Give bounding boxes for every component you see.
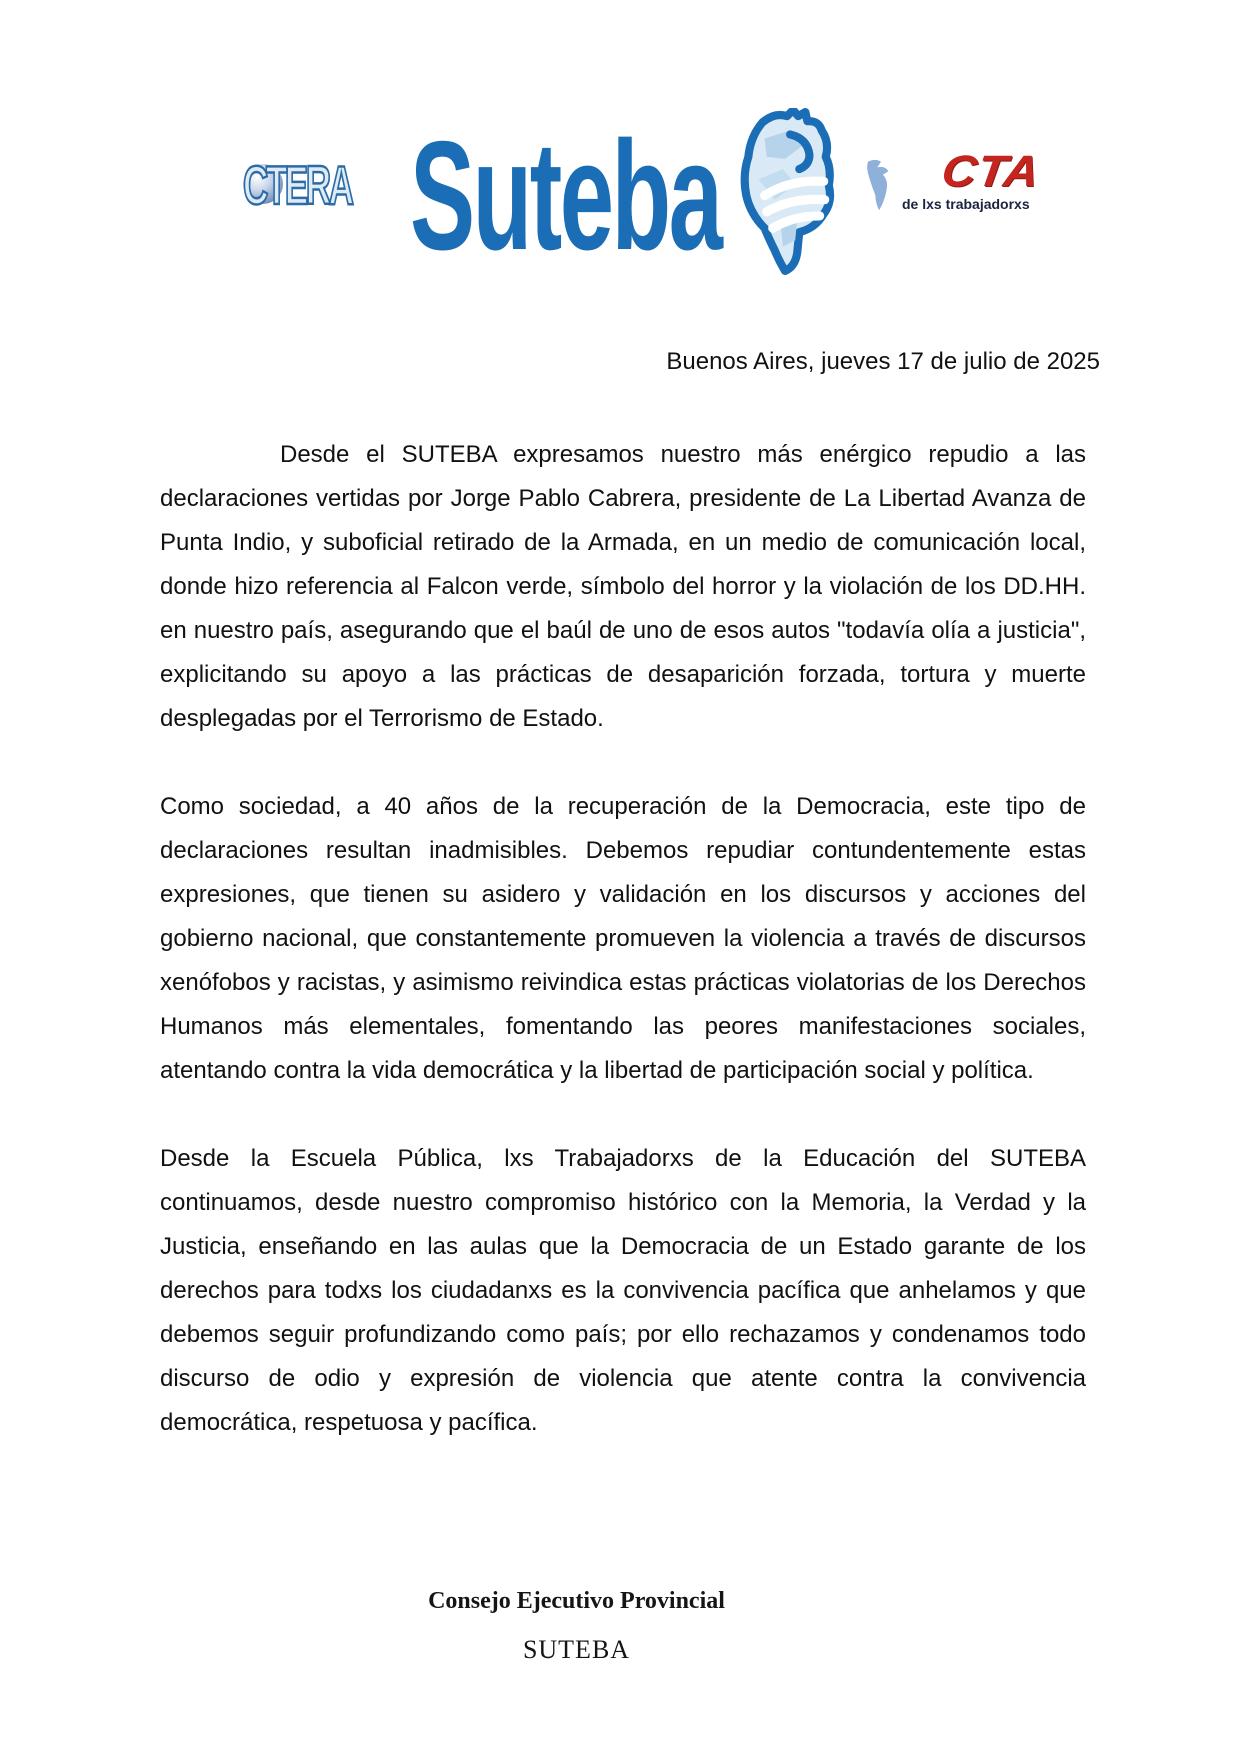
paragraph-sociedad: Como sociedad, a 40 años de la recuperación de la Democracia, este tipo de declaraciones resultan inadmisibles. Debemos repudiar contundentemente estas expresiones, que tienen su asidero y validación en los discursos y acciones del gobierno nacional, que constantemente promueven la violencia a través de discursos xenófobos y racistas, y asimismo reivindica estas prácticas violatorias de los Derechos Humanos más elementales, fomentando las peores manifestaciones sociales, atentando contra la vida democrática y la libertad de participación social y política.	[160, 793, 1086, 1084]
cta-logo-text: CTA	[939, 147, 1044, 196]
letter-body	[160, 433, 1086, 1489]
suteba-logo-text: Suteba	[410, 109, 721, 282]
signature-org: SUTEBA	[522, 1635, 631, 1664]
ctera-logo-text: CTERA	[243, 154, 352, 216]
paragraph-escuela-publica: Desde la Escuela Pública, lxs Trabajadorxs de la Educación del SUTEBA continuamos, desde nuestro compromiso histórico con la Memoria, la Verdad y la Justicia, enseñando en las aulas que la Democracia de un Estado garante de los derechos para todxs los ciudadanxs es la convivencia pacífica que anhelamos y que debemos seguir profundizando como país; por ello rechazamos y condenamos todo discurso de odio y expresión de violencia que atente contra la convivencia democrática, respetuosa y pacífica.	[160, 1145, 1086, 1436]
signature-block	[160, 1588, 993, 1665]
cta-logo-text-block	[902, 147, 1044, 212]
suteba-hand-map-icon	[733, 108, 837, 276]
signature-title: Consejo Ejecutivo Provincial	[428, 1588, 725, 1614]
cta-americas-map-icon	[862, 158, 900, 214]
paragraph-repudio: Desde el SUTEBA expresamos nuestro más enérgico repudio a las declaraciones vertidas por Jorge Pablo Cabrera, presidente de La Libertad Avanza de Punta Indio, y suboficial retirado de la Armada, en un medio de comunicación local, donde hizo referencia al Falcon verde, símbolo del horror y la violación de los DD.HH. en nuestro país, asegurando que el baúl de uno de esos autos "todavía olía a justicia", explicitando su apoyo a las prácticas de desaparición forzada, tortura y muerte desplegadas por el Terrorismo de Estado.	[160, 441, 1086, 732]
cta-logo-subtext: de lxs trabajadorxs	[902, 196, 1030, 212]
date-line: Buenos Aires, jueves 17 de julio de 2025	[666, 348, 1100, 375]
cta-logo	[862, 147, 1044, 214]
